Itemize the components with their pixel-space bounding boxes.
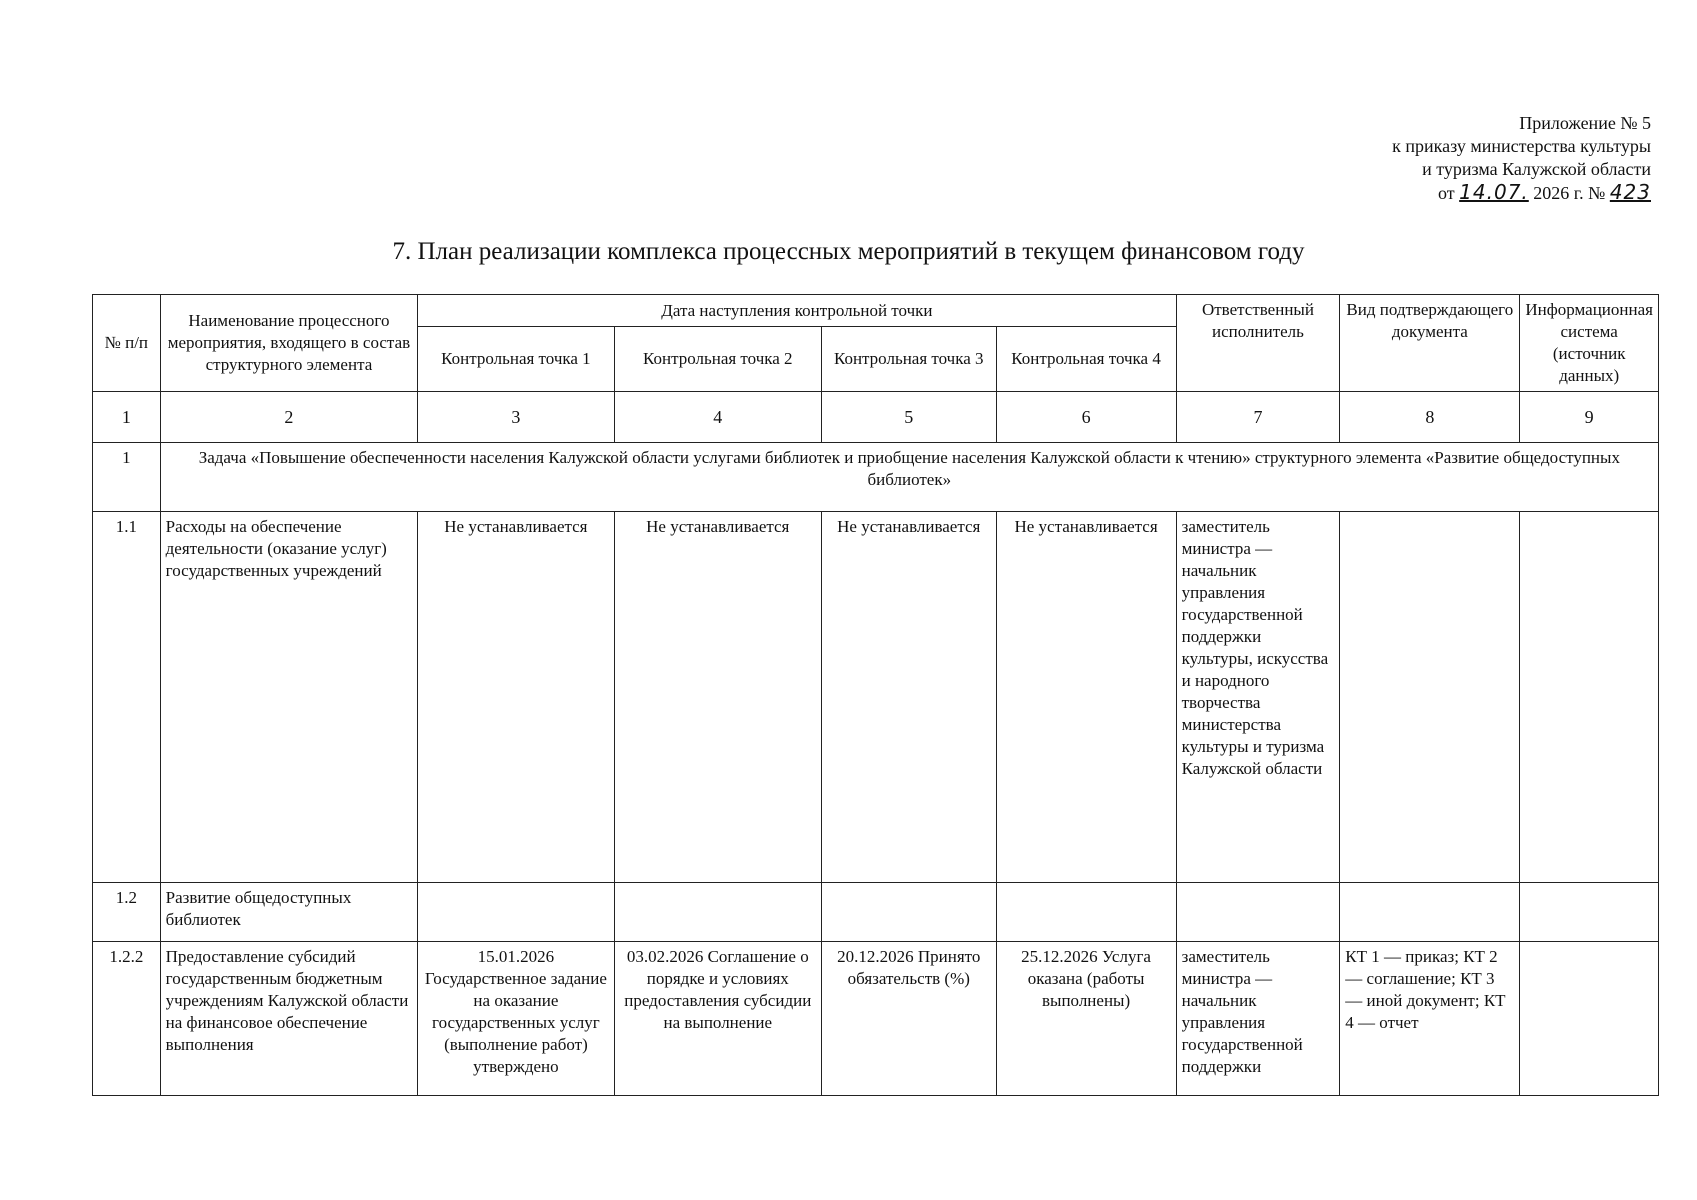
row-kt1 bbox=[418, 883, 614, 942]
row-document: КТ 1 — приказ; КТ 2 — соглашение; КТ 3 — иной документ; КТ 4 — отчет bbox=[1340, 942, 1520, 1096]
appendix-line-3: и туризма Калужской области bbox=[1422, 159, 1651, 179]
col-number: 8 bbox=[1340, 392, 1520, 443]
row-kt3 bbox=[821, 883, 996, 942]
row-executor: заместитель министра — начальник управления государственной поддержки культуры, искусства и народного творчества министерства культуры и туризма Калужской области bbox=[1176, 512, 1340, 883]
header-executor: Ответственный исполнитель bbox=[1176, 295, 1340, 392]
header-system: Информационная система (источник данных) bbox=[1520, 295, 1659, 392]
row-executor: заместитель министра — начальник управления государственной поддержки bbox=[1176, 942, 1340, 1096]
row-kt1: Не устанавливается bbox=[418, 512, 614, 883]
plan-table bbox=[92, 294, 1659, 1096]
order-year: 2026 г. № bbox=[1533, 183, 1606, 203]
header-kt3: Контрольная точка 3 bbox=[821, 327, 996, 392]
row-document bbox=[1340, 883, 1520, 942]
task-text: Задача «Повышение обеспеченности населения Калужской области услугами библиотек и приобщение населения Калужской области к чтению» структурного элемента «Развитие общедоступных библиотек» bbox=[160, 443, 1658, 512]
row-num: 1.2 bbox=[93, 883, 161, 942]
row-num: 1.1 bbox=[93, 512, 161, 883]
row-kt3: 20.12.2026 Принято обязательств (%) bbox=[821, 942, 996, 1096]
row-name: Предоставление субсидий государственным бюджетным учреждениям Калужской области на финансовое обеспечение выполнения bbox=[160, 942, 418, 1096]
header-row-1 bbox=[93, 295, 1659, 327]
row-kt2: Не устанавливается bbox=[614, 512, 821, 883]
row-document bbox=[1340, 512, 1520, 883]
header-kt2: Контрольная точка 2 bbox=[614, 327, 821, 392]
appendix-line-2: к приказу министерства культуры bbox=[1392, 136, 1651, 156]
date-prefix: от bbox=[1438, 183, 1455, 203]
task-row bbox=[93, 443, 1659, 512]
table-row bbox=[93, 883, 1659, 942]
row-kt1: 15.01.2026 Государственное задание на оказание государственных услуг (выполнение работ) утверждено bbox=[418, 942, 614, 1096]
page-title: 7. План реализации комплекса процессных мероприятий в текущем финансовом году bbox=[392, 238, 1305, 265]
col-number: 1 bbox=[93, 392, 161, 443]
row-executor bbox=[1176, 883, 1340, 942]
row-system bbox=[1520, 942, 1659, 1096]
row-kt2 bbox=[614, 883, 821, 942]
col-number: 2 bbox=[160, 392, 418, 443]
table-row bbox=[93, 942, 1659, 1096]
col-number: 3 bbox=[418, 392, 614, 443]
appendix-block bbox=[1392, 112, 1651, 205]
header-control-date: Дата наступления контрольной точки bbox=[418, 295, 1176, 327]
row-kt4: Не устанавливается bbox=[996, 512, 1176, 883]
table-row bbox=[93, 512, 1659, 883]
row-kt4 bbox=[996, 883, 1176, 942]
header-kt1: Контрольная точка 1 bbox=[418, 327, 614, 392]
row-system bbox=[1520, 512, 1659, 883]
header-num: № п/п bbox=[93, 295, 161, 392]
row-name: Расходы на обеспечение деятельности (оказание услуг) государственных учреждений bbox=[160, 512, 418, 883]
header-kt4: Контрольная точка 4 bbox=[996, 327, 1176, 392]
row-name: Развитие общедоступных библиотек bbox=[160, 883, 418, 942]
row-kt2: 03.02.2026 Соглашение о порядке и условиях предоставления субсидии на выполнение bbox=[614, 942, 821, 1096]
column-numbers-row bbox=[93, 392, 1659, 443]
row-kt4: 25.12.2026 Услуга оказана (работы выполнены) bbox=[996, 942, 1176, 1096]
header-name: Наименование процессного мероприятия, входящего в состав структурного элемента bbox=[160, 295, 418, 392]
task-num: 1 bbox=[93, 443, 161, 512]
appendix-line-1: Приложение № 5 bbox=[1519, 113, 1651, 133]
col-number: 9 bbox=[1520, 392, 1659, 443]
appendix-date-line bbox=[1392, 181, 1651, 205]
col-number: 4 bbox=[614, 392, 821, 443]
row-system bbox=[1520, 883, 1659, 942]
handwritten-date: 14.07. bbox=[1459, 180, 1529, 204]
row-num: 1.2.2 bbox=[93, 942, 161, 1096]
col-number: 6 bbox=[996, 392, 1176, 443]
col-number: 5 bbox=[821, 392, 996, 443]
col-number: 7 bbox=[1176, 392, 1340, 443]
handwritten-number: 423 bbox=[1609, 180, 1651, 204]
header-document: Вид подтверждающего документа bbox=[1340, 295, 1520, 392]
row-kt3: Не устанавливается bbox=[821, 512, 996, 883]
